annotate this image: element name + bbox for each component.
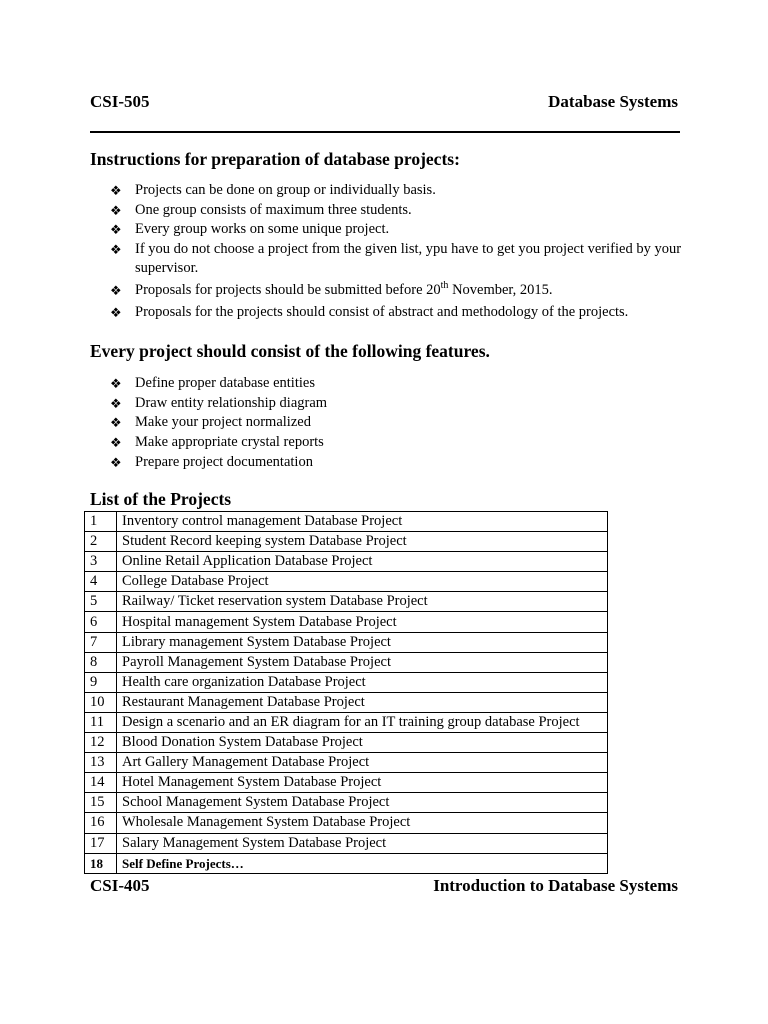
project-name: College Database Project [117, 572, 608, 592]
project-number: 10 [85, 692, 117, 712]
table-row [85, 853, 608, 873]
project-number: 4 [85, 572, 117, 592]
table-row [85, 692, 608, 712]
list-item: ❖ Make appropriate crystal reports [110, 433, 690, 453]
project-name: Inventory control management Database Project [117, 512, 608, 532]
project-number: 14 [85, 773, 117, 793]
course-title: Introduction to Database Systems [433, 876, 678, 895]
table-row [85, 652, 608, 672]
project-number: 11 [85, 712, 117, 732]
table-row [85, 833, 608, 853]
bullet-icon: ❖ [110, 376, 122, 391]
project-number: 2 [85, 532, 117, 552]
table-row [85, 612, 608, 632]
project-number: 18 [85, 853, 117, 873]
list-item: ❖ Projects can be done on group or individually basis. [110, 181, 690, 201]
project-name: Wholesale Management System Database Project [117, 813, 608, 833]
bullet-icon: ❖ [110, 202, 122, 218]
instructions-list [110, 181, 690, 323]
project-number: 1 [85, 512, 117, 532]
project-number: 9 [85, 672, 117, 692]
table-row [85, 712, 608, 732]
project-name: Online Retail Application Database Project [117, 552, 608, 572]
project-name: Restaurant Management Database Project [117, 692, 608, 712]
projects-heading: List of the Projects [90, 489, 232, 509]
table-row [85, 773, 608, 793]
project-name: Payroll Management System Database Project [117, 652, 608, 672]
bullet-icon: ❖ [110, 434, 122, 450]
project-number: 12 [85, 733, 117, 753]
project-number: 7 [85, 632, 117, 652]
project-name: Student Record keeping system Database Project [117, 532, 608, 552]
instructions-heading: Instructions for preparation of database projects: [90, 149, 460, 169]
bullet-icon: ❖ [110, 183, 122, 198]
project-name: Railway/ Ticket reservation system Database Project [117, 592, 608, 612]
list-item: ❖ Define proper database entities [110, 374, 690, 394]
projects-table [84, 511, 608, 874]
project-number: 17 [85, 833, 117, 853]
table-row [85, 632, 608, 652]
bullet-icon: ❖ [110, 305, 122, 320]
project-name: Library management System Database Project [117, 632, 608, 652]
project-name: Design a scenario and an ER diagram for an IT training group database Project [117, 712, 608, 732]
header-divider [90, 131, 680, 133]
table-row [85, 572, 608, 592]
bullet-icon: ❖ [110, 222, 122, 237]
project-number: 8 [85, 652, 117, 672]
project-name: Hospital management System Database Project [117, 612, 608, 632]
table-row [85, 793, 608, 813]
list-item: ❖ Draw entity relationship diagram [110, 394, 690, 414]
bullet-icon: ❖ [110, 415, 122, 430]
project-name: Art Gallery Management Database Project [117, 753, 608, 773]
project-name: Hotel Management System Database Project [117, 773, 608, 793]
project-number: 5 [85, 592, 117, 612]
list-item: ❖ One group consists of maximum three students. [110, 201, 690, 221]
table-row [85, 813, 608, 833]
list-item: ❖ Every group works on some unique project. [110, 220, 690, 240]
project-name: Blood Donation System Database Project [117, 733, 608, 753]
features-list [110, 374, 690, 473]
project-number: 16 [85, 813, 117, 833]
bullet-icon: ❖ [110, 282, 122, 298]
list-item: ❖ If you do not choose a project from the given list, ypu have to get you project verified by your supervisor. [110, 240, 682, 276]
list-item: ❖ Proposals for projects should be submitted before 20th November, 2015. [110, 281, 690, 301]
project-name: Salary Management System Database Project [117, 833, 608, 853]
page-header [90, 92, 678, 112]
course-code: CSI-505 [90, 92, 150, 111]
list-item: ❖ Proposals for the projects should consist of abstract and methodology of the projects. [110, 303, 690, 323]
project-number: 13 [85, 753, 117, 773]
bullet-icon: ❖ [110, 395, 122, 411]
features-heading: Every project should consist of the following features. [90, 341, 490, 361]
table-row [85, 592, 608, 612]
table-row [85, 532, 608, 552]
project-name: Self Define Projects… [117, 853, 608, 873]
project-name: School Management System Database Project [117, 793, 608, 813]
table-row [85, 552, 608, 572]
table-row [85, 753, 608, 773]
project-number: 3 [85, 552, 117, 572]
course-code: CSI-405 [90, 876, 150, 895]
list-item: ❖ Prepare project documentation [110, 453, 690, 473]
course-title: Database Systems [548, 92, 678, 111]
page-footer [90, 876, 678, 896]
table-row [85, 512, 608, 532]
bullet-icon: ❖ [110, 241, 122, 257]
table-row [85, 672, 608, 692]
project-number: 15 [85, 793, 117, 813]
table-row [85, 733, 608, 753]
project-name: Health care organization Database Project [117, 672, 608, 692]
list-item: ❖ Make your project normalized [110, 413, 690, 433]
project-number: 6 [85, 612, 117, 632]
bullet-icon: ❖ [110, 455, 122, 470]
